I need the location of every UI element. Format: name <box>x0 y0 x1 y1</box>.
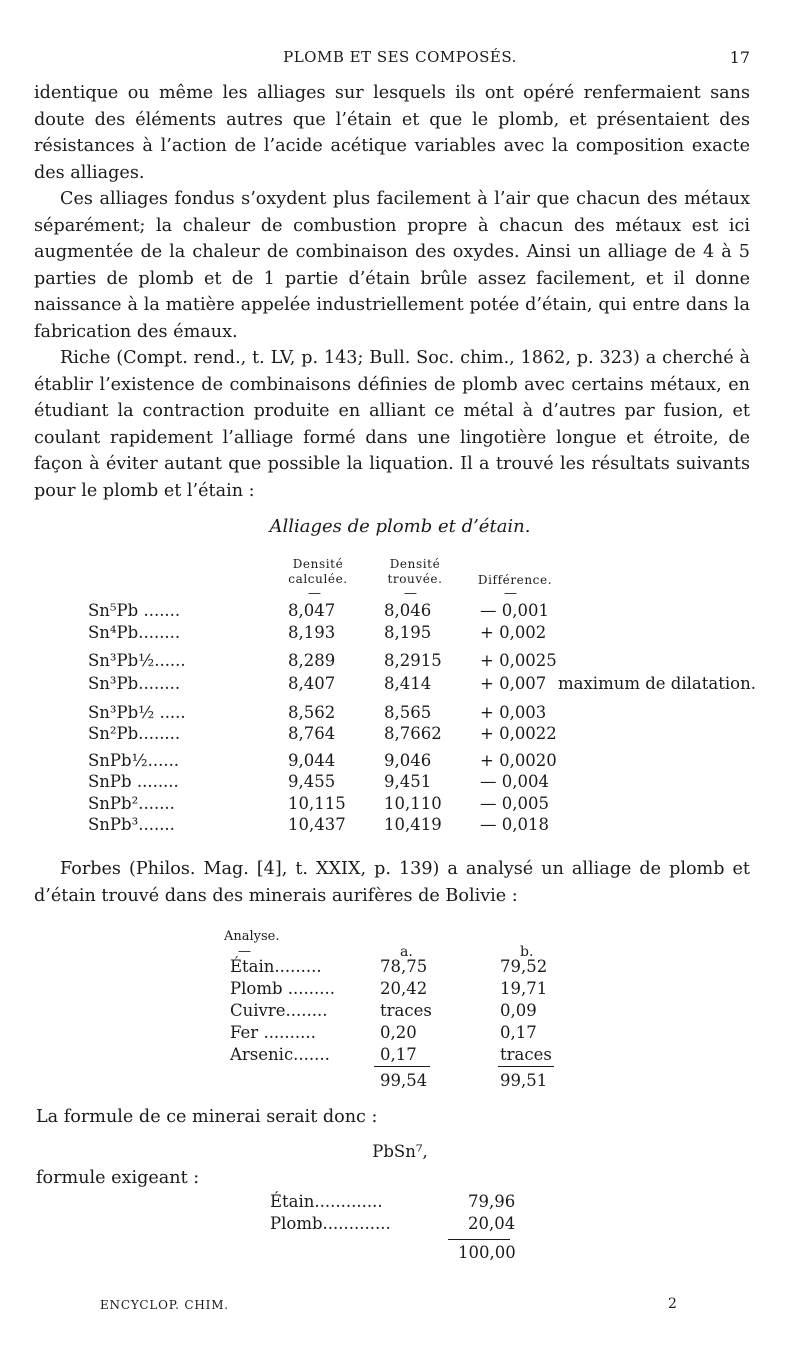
sum-rule <box>374 1066 430 1067</box>
formula-total-row: 100,00 <box>458 1243 516 1262</box>
table-row: SnPb½...... 9,044 9,046 + 0,0020 <box>88 751 557 770</box>
col-header-a: a. <box>400 944 413 960</box>
col-header-found: Densité trouvée. <box>387 557 443 586</box>
paragraph-1: identique ou même les alliages sur lesquels ils ont opéré renfermaient sans doute des éléments autres que l’étain et que le plomb, et présentaient des résistances à l’action de l’acide acétique variables avec la composition exacte des alliages. <box>34 83 750 183</box>
col-header-diff: Différence. <box>477 573 553 587</box>
table-row: Sn³Pb........ 8,407 8,414 + 0,007 maximum de dilatation. <box>88 674 756 693</box>
col-dash: — <box>308 586 321 601</box>
formula-row: Plomb............. 20,04 <box>270 1214 516 1233</box>
table-row: Sn²Pb........ 8,764 8,7662 + 0,0022 <box>88 724 557 743</box>
analysis-row: Cuivre........ traces 0,09 <box>230 1001 537 1020</box>
page-header <box>0 48 800 72</box>
col-header-b: b. <box>520 944 534 960</box>
table-row: Sn⁴Pb........ 8,193 8,195 + 0,002 <box>88 623 547 642</box>
col-header-calc: Densité calculée. <box>288 557 348 586</box>
paragraph-forbes: Forbes (Philos. Mag. [4], t. XXIX, p. 139) a analysé un alliage de plomb et d’étain trouvé dans des minerais aurifères de Bolivie : <box>34 859 750 906</box>
footer-signature: ENCYCLOP. CHIM. <box>100 1298 229 1312</box>
table-row: Sn³Pb½...... 8,289 8,2915 + 0,0025 <box>88 651 557 670</box>
paragraph-2: Ces alliages fondus s’oxydent plus facilement à l’air que chacun des métaux séparément; la chaleur de combustion propre à chacun des métaux est ici augmentée de la chaleur de combinaison des oxydes. Ainsi un alliage de 4 à 5 parties de plomb et de 1 partie d’étain brûle assez facilement, et il donne naissance à la matière appelée industriellement potée d’étain, qui entre dans la fabrication des émaux. <box>34 189 750 342</box>
table-row: SnPb ........ 9,455 9,451 — 0,004 <box>88 772 549 791</box>
formule-exigeant-label: formule exigeant : <box>36 1168 200 1188</box>
analysis-row: Fer .......... 0,20 0,17 <box>230 1023 537 1042</box>
col-dash: — <box>504 586 517 601</box>
footer-signature-number: 2 <box>668 1296 677 1312</box>
analysis-row: Arsenic....... 0,17 traces <box>230 1045 552 1064</box>
page-number: 17 <box>729 48 750 67</box>
running-title: PLOMB ET SES COMPOSÉS. <box>283 48 517 66</box>
table-row: Sn⁵Pb ....... 8,047 8,046 — 0,001 <box>88 601 549 620</box>
table-row: SnPb³....... 10,437 10,419 — 0,018 <box>88 815 549 834</box>
col-dash: — <box>404 586 417 601</box>
analysis-row: Étain......... 78,75 79,52 <box>230 957 548 976</box>
formula-row: Étain............. 79,96 <box>270 1192 516 1211</box>
mineral-formula: PbSn⁷, <box>372 1142 428 1161</box>
analysis-row: Plomb ......... 20,42 19,71 <box>230 979 548 998</box>
total-a: 99,54 <box>380 1071 428 1090</box>
conclusion-line: La formule de ce minerai serait donc : <box>36 1107 378 1127</box>
sum-rule <box>448 1239 510 1240</box>
total-b: 99,51 <box>500 1071 548 1090</box>
sum-rule <box>498 1066 554 1067</box>
table-title: Alliages de plomb et d’étain. <box>269 516 531 537</box>
table-note: maximum de dilatation. <box>558 674 756 693</box>
table-row: SnPb²....... 10,115 10,110 — 0,005 <box>88 794 549 813</box>
analysis-label: Analyse. <box>224 929 280 944</box>
col-dash: — <box>238 944 251 959</box>
paragraph-3: Riche (Compt. rend., t. LV, p. 143; Bull. Soc. chim., 1862, p. 323) a cherché à établir l’existence de combinaisons définies de plomb avec certains métaux, en étudiant la contraction produite en alliant ce métal à d’autres par fusion, et coulant rapidement l’alliage formé dans une lingotière longue et étroite, de façon à éviter autant que possible la liquation. Il a trouvé les résultats suivants pour le plomb et l’étain : <box>34 348 750 501</box>
analysis-total-row <box>0 1071 800 1095</box>
table-row: Sn³Pb½ ..... 8,562 8,565 + 0,003 <box>88 703 547 722</box>
